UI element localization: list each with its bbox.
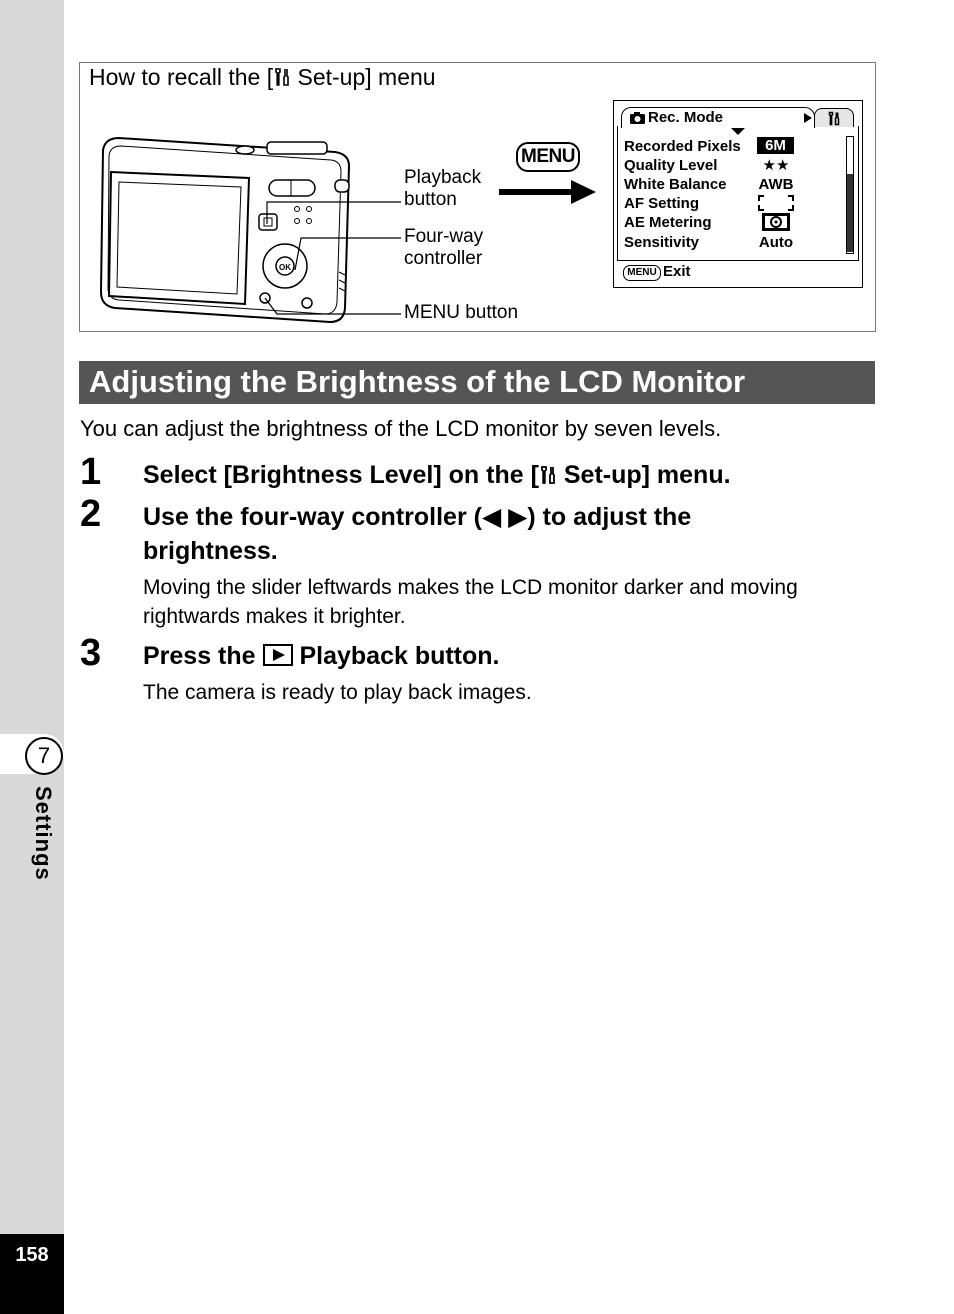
callout-playback-line2: button: [404, 189, 457, 210]
section-title: Adjusting the Brightness of the LCD Monitor: [89, 364, 746, 399]
svg-text:OK: OK: [279, 263, 291, 272]
step-3-number: 3: [80, 632, 102, 674]
recall-title: [89, 64, 436, 91]
step-2-number: 2: [80, 493, 102, 535]
four-way-controller-callout: [404, 226, 483, 270]
menu-row-label: Recorded Pixels: [624, 138, 741, 155]
callout-lines: [255, 190, 405, 320]
camera-icon: [629, 111, 646, 125]
step-2-note-line2: rightwards makes it brighter.: [143, 605, 406, 628]
callout-fourway-line1: Four-way: [404, 226, 484, 247]
step-1-text-after: Set-up] menu.: [556, 461, 731, 489]
quality-level-value: ★★: [762, 157, 790, 174]
menu-row-label: Sensitivity: [624, 234, 700, 251]
page-number: 158: [15, 1244, 49, 1266]
callout-fourway-line2: controller: [404, 248, 483, 269]
step-2-line2: brightness.: [143, 537, 278, 565]
menu-footer-key: MENU: [623, 265, 661, 281]
intro-text: You can adjust the brightness of the LCD monitor by seven levels.: [80, 416, 722, 441]
recorded-pixels-value: 6M: [757, 137, 794, 154]
menu-footer-exit: Exit: [663, 263, 691, 280]
metering-icon: [762, 213, 790, 231]
callout-playback-line1: Playback: [404, 167, 482, 188]
chapter-number: 7: [25, 737, 63, 775]
menu-scrollbar-thumb: [847, 174, 853, 252]
playback-icon: [263, 644, 293, 666]
rec-mode-tab: [621, 107, 815, 128]
step-1-text-before: Select [Brightness Level] on the [: [143, 461, 539, 489]
menu-row-label: Quality Level: [624, 157, 718, 174]
step-2-note-line1: Moving the slider leftwards makes the LCD monitor darker and moving: [143, 576, 798, 599]
menu-row-label: White Balance: [624, 176, 727, 193]
menu-button-callout: MENU button: [404, 302, 519, 323]
recall-title-before: How to recall the [: [89, 64, 274, 90]
step-3-note: The camera is ready to play back images.: [143, 681, 532, 704]
rec-mode-tab-label: Rec. Mode: [648, 109, 724, 126]
tab-right-arrow-icon: [804, 113, 812, 123]
chapter-label: Settings: [31, 786, 56, 881]
setup-tab: [814, 108, 854, 127]
step-1-number: 1: [80, 451, 102, 493]
step-3-text-before: Press the: [143, 642, 263, 670]
tool-icon: [539, 465, 557, 485]
step-3-text: [143, 639, 500, 673]
tool-icon: [273, 67, 291, 87]
step-3-text-after: Playback button.: [292, 642, 500, 670]
tool-icon: [826, 111, 842, 126]
chapter-tab-strip: [0, 0, 64, 1314]
white-balance-value: AWB: [758, 176, 794, 193]
playback-button-callout: [404, 167, 481, 211]
arrow-right-icon: [499, 178, 597, 208]
menu-row-label: AE Metering: [624, 214, 712, 231]
sensitivity-value: Auto: [758, 234, 794, 251]
step-2-note: [143, 573, 878, 631]
recall-title-after: Set-up] menu: [291, 64, 436, 90]
step-1-text: [143, 458, 731, 492]
af-frame-icon: [758, 195, 794, 211]
step-2-line1: Use the four-way controller (◀ ▶) to adjust the: [143, 503, 692, 531]
menu-row-label: AF Setting: [624, 195, 699, 212]
menu-key-icon: MENU: [516, 142, 580, 172]
cursor-down-icon: [731, 128, 745, 136]
